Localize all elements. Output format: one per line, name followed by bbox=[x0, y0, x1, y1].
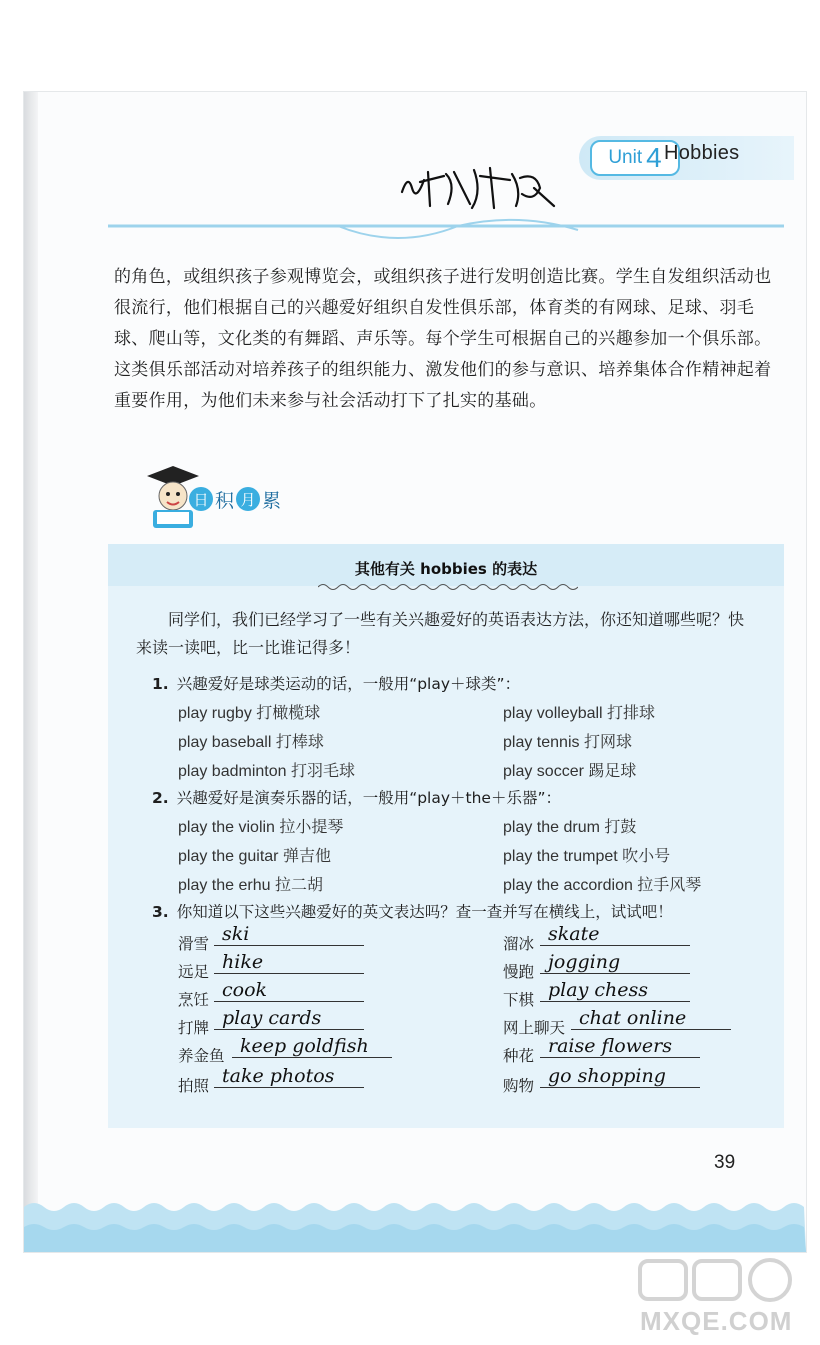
group-1-text: 兴趣爱好是球类运动的话，一般用“play＋球类”： bbox=[176, 675, 521, 693]
list-item: play the guitar 弹吉他 bbox=[178, 848, 331, 865]
group-3-number: 3. bbox=[152, 903, 169, 921]
section-char-2: 积 bbox=[215, 489, 235, 512]
fill-answer[interactable]: skate bbox=[540, 924, 690, 946]
fill-label: 下棋 bbox=[503, 991, 535, 1009]
fill-label: 滑雪 bbox=[178, 935, 210, 953]
unit-title: Hobbies bbox=[664, 142, 740, 164]
fill-label: 打牌 bbox=[178, 1019, 210, 1037]
group-1-number: 1. bbox=[152, 675, 169, 693]
fill-answer[interactable]: keep goldfish bbox=[232, 1036, 392, 1058]
list-item: play the erhu 拉二胡 bbox=[178, 877, 323, 894]
fill-answer[interactable]: go shopping bbox=[540, 1066, 700, 1088]
fill-label: 烹饪 bbox=[178, 991, 210, 1009]
book-page bbox=[24, 92, 806, 1252]
group-3-text: 你知道以下这些兴趣爱好的英文表达吗？查一查并写在横线上，试试吧！ bbox=[176, 903, 673, 921]
list-item: play volleyball 打排球 bbox=[503, 705, 656, 722]
unit-number: 4 bbox=[646, 142, 662, 173]
group-2-text: 兴趣爱好是演奏乐器的话，一般用“play＋the＋乐器”： bbox=[176, 789, 562, 807]
fill-label: 拍照 bbox=[178, 1077, 210, 1095]
title-wave-underline bbox=[318, 582, 578, 592]
list-item: play rugby 打橄榄球 bbox=[178, 705, 321, 722]
section-char-4: 累 bbox=[262, 489, 282, 512]
group-2-heading bbox=[152, 786, 561, 808]
list-item: play the drum 打鼓 bbox=[503, 819, 637, 836]
page-number: 39 bbox=[714, 1152, 736, 1173]
header-wave-line bbox=[108, 212, 784, 252]
fill-label: 种花 bbox=[503, 1047, 535, 1065]
list-item: play the violin 拉小提琴 bbox=[178, 819, 344, 836]
fill-answer[interactable]: chat online bbox=[571, 1008, 731, 1030]
hobbies-box bbox=[108, 544, 784, 1128]
intro-paragraph: 的角色，或组织孩子参观博览会，或组织孩子进行发明创造比赛。学生自发组织活动也很流行，他们根据自己的兴趣爱好组织自发性俱乐部，体育类的有网球、足球、羽毛球、爬山等，文化类的有舞蹈、声乐等。每个学生可根据自己的兴趣参加一个俱乐部。这类俱乐部活动对培养孩子的组织能力、激发他们的参与意识、培养集体合作精神起着重要作用，为他们未来参与社会活动打下了扎实的基础。 bbox=[114, 267, 772, 411]
fill-label: 网上聊天 bbox=[503, 1019, 566, 1037]
list-item: play soccer 踢足球 bbox=[503, 763, 637, 780]
list-item: play baseball 打棒球 bbox=[178, 734, 324, 751]
watermark-text: MXQE.COM bbox=[640, 1306, 793, 1336]
fill-label: 溜冰 bbox=[503, 935, 535, 953]
page-spine bbox=[24, 92, 38, 1252]
group-3-heading bbox=[152, 900, 673, 922]
section-heading bbox=[189, 484, 283, 514]
fill-answer[interactable]: ski bbox=[214, 924, 364, 946]
fill-label: 养金鱼 bbox=[178, 1047, 225, 1065]
list-item: play the accordion 拉手风琴 bbox=[503, 877, 702, 894]
fill-label: 购物 bbox=[503, 1077, 535, 1095]
fill-answer[interactable]: play chess bbox=[540, 980, 690, 1002]
fill-label: 远足 bbox=[178, 963, 210, 981]
list-item: play badminton 打羽毛球 bbox=[178, 763, 355, 780]
fill-label: 慢跑 bbox=[503, 963, 535, 981]
box-title: 其他有关 hobbies 的表达 bbox=[354, 560, 538, 578]
section-char-1: 日 bbox=[189, 487, 213, 511]
bottom-wave-decoration bbox=[24, 1167, 806, 1252]
fill-answer[interactable]: cook bbox=[214, 980, 364, 1002]
box-intro: 同学们，我们已经学习了一些有关兴趣爱好的英语表达方法，你还知道哪些呢？快来读一读吧，比一比谁记得多！ bbox=[136, 610, 745, 657]
fill-answer[interactable]: jogging bbox=[540, 952, 690, 974]
group-2-number: 2. bbox=[152, 789, 169, 807]
unit-word: Unit bbox=[608, 147, 643, 168]
group-1-heading bbox=[152, 672, 520, 694]
fill-answer[interactable]: hike bbox=[214, 952, 364, 974]
fill-answer[interactable]: play cards bbox=[214, 1008, 364, 1030]
fill-answer[interactable]: take photos bbox=[214, 1066, 364, 1088]
list-item: play tennis 打网球 bbox=[503, 734, 632, 751]
list-item: play the trumpet 吹小号 bbox=[503, 848, 671, 865]
section-char-3: 月 bbox=[236, 487, 260, 511]
fill-answer[interactable]: raise flowers bbox=[540, 1036, 700, 1058]
